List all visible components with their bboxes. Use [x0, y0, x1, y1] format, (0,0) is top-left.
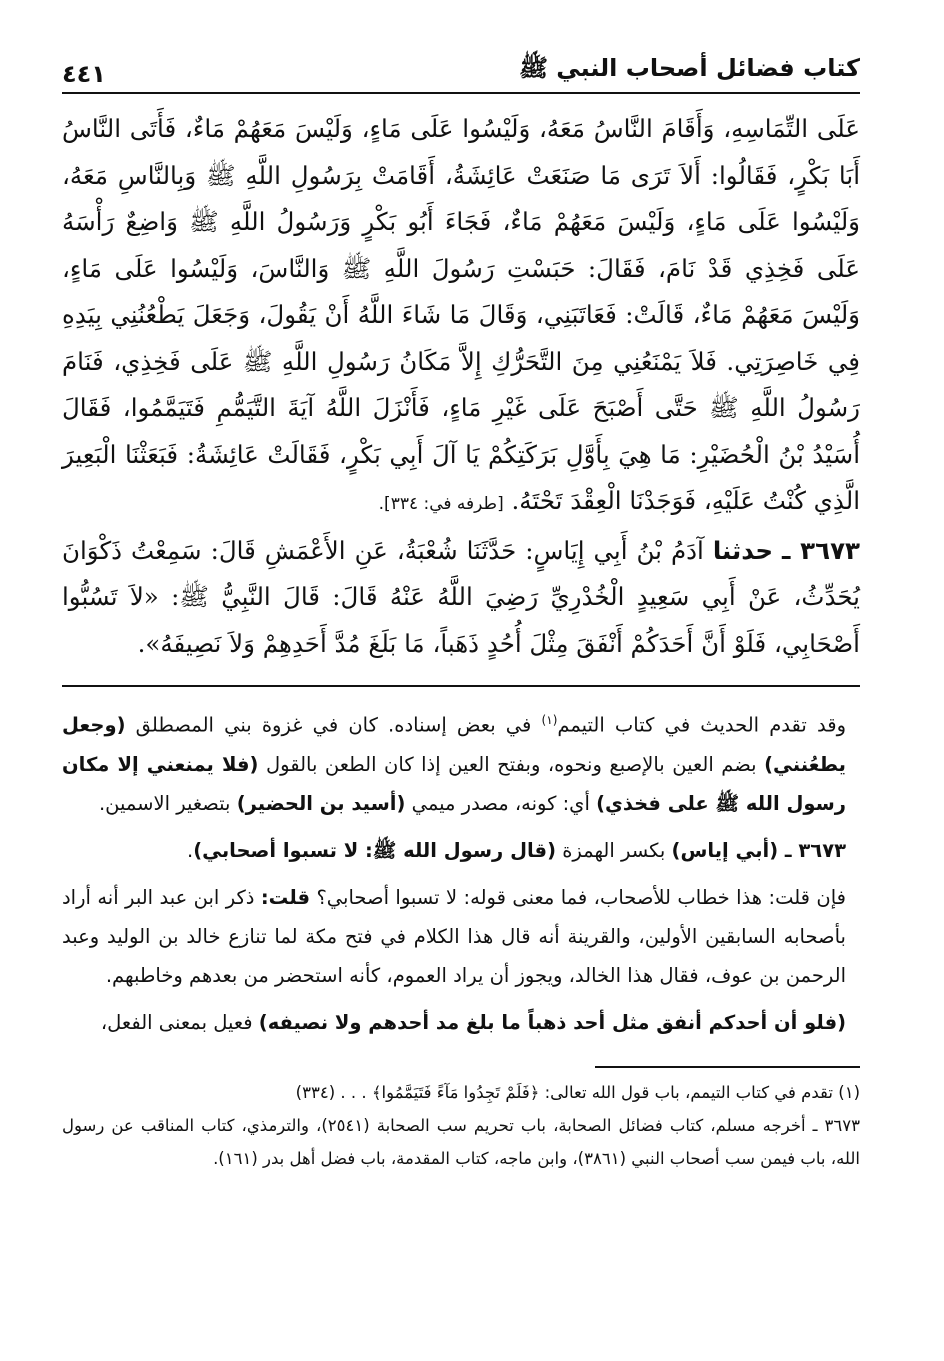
- commentary-text: بكسر الهمزة: [556, 838, 672, 862]
- commentary-text: أي: كونه، مصدر ميمي: [405, 791, 597, 815]
- commentary-text: .: [187, 838, 194, 862]
- commentary-paragraph-2: [62, 831, 860, 870]
- footnote-ref-1: (١): [541, 713, 558, 727]
- footnote-2: ٣٦٧٣ ـ أخرجه مسلم، كتاب فضائل الصحابة، باب تحريم سب الصحابة (٢٥٤١)، والترمذي، كتاب المناقب عن رسول الله، باب فيمن سب أصحاب النبي (٣٨٦١)، وابن ماجه، كتاب المقدمة، باب فضل أهل بدر (١٦١).: [62, 1115, 860, 1168]
- commentary-lemma: (قال رسول الله ﷺ: لا تسبوا أصحابي): [193, 838, 556, 862]
- commentary-lemma: (أسيد بن الحضير): [236, 791, 406, 815]
- commentary-lemma: (فلا يمنعني إلا مكان رسول الله ﷺ على فخذي): [62, 752, 846, 815]
- commentary: [62, 701, 860, 1042]
- commentary-text: في بعض إسناده. كان في غزوة بني المصطلق: [125, 713, 542, 737]
- commentary-text: وقد تقدم الحديث في كتاب التيمم: [557, 713, 846, 737]
- footnote-text: (١) تقدم في كتاب التيمم، باب قول الله تعالى:: [539, 1082, 860, 1102]
- commentary-text: فعيل بمعنى الفعل،: [100, 1010, 259, 1034]
- commentary-text: بضم العين بالإصبع ونحوه، وبفتح العين إذا كان الطعن بالقول: [258, 752, 765, 776]
- commentary-lemma: (فلو أن أحدكم أنفق مثل أحد ذهباً ما بلغ مد أحدهم ولا نصيفه): [258, 1010, 846, 1034]
- quran-citation: ﴿فَلَمْ تَجِدُوا مَآءً فَتَيَمَّمُوا﴾: [371, 1082, 540, 1102]
- hadith-paragraph-continued: [62, 106, 860, 528]
- page-number: ٤٤١: [62, 60, 106, 88]
- footnote-divider: [595, 1066, 860, 1068]
- footnote-text: . . . (٣٣٤): [295, 1082, 372, 1102]
- commentary-paragraph-3: [62, 878, 860, 995]
- matn-sharh-divider: [62, 685, 860, 687]
- commentary-lemma: (أبي إياس): [671, 838, 779, 862]
- haddathana-word: حدثنا: [712, 535, 774, 565]
- commentary-qultu: قلت:: [260, 885, 311, 909]
- footnote-1: [62, 1076, 860, 1109]
- commentary-paragraph-1: [62, 701, 860, 823]
- page-header: [62, 48, 860, 94]
- hadith-number: ٣٦٧٣ ـ: [782, 535, 860, 565]
- commentary-lemma: (وجعل يطعُنني): [62, 713, 846, 776]
- commentary-hadith-number: ٣٦٧٣ ـ: [778, 838, 846, 862]
- hadith-3672-continuation: عَلَى التِّمَاسِهِ، وَأَقَامَ النَّاسُ مَعَهُ، وَلَيْسُوا عَلَى مَاءٍ، وَلَيْسَ مَعَهُمْ مَاءٌ، فَأَتَى النَّاسُ أَبَا بَكْرٍ، فَقَالُوا: أَلاَ تَرَى مَا صَنَعَتْ عَائِشَةُ، أَقَامَتْ بِرَسُولِ اللَّهِ ﷺ وَبِالنَّاسِ مَعَهُ، وَلَيْسُوا عَلَى مَاءٍ، وَلَيْسَ مَعَهُمْ مَاءٌ، فَجَاءَ أَبُو بَكْرٍ وَرَسُولُ اللَّهِ ﷺ وَاضِعٌ رَأْسَهُ عَلَى فَخِذِي قَدْ نَامَ، فَقَالَ: حَبَسْتِ رَسُولَ اللَّهِ ﷺ وَالنَّاسَ، وَلَيْسُوا عَلَى مَاءٍ، وَلَيْسَ مَعَهُمْ مَاءٌ، قَالَتْ: فَعَاتَبَنِي، وَقَالَ مَا شَاءَ اللَّهُ أَنْ يَقُولَ، وَجَعَلَ يَطْعُنُنِي بِيَدِهِ فِي خَاصِرَتِي. فَلاَ يَمْنَعُنِي مِنَ التَّحَرُّكِ إِلاَّ مَكَانُ رَسُولِ اللَّهِ ﷺ عَلَى فَخِذِي، فَنَامَ رَسُولُ اللَّهِ ﷺ حَتَّى أَصْبَحَ عَلَى غَيْرِ مَاءٍ، فَأَنْزَلَ اللَّهُ آيَةَ التَّيَمُّمِ فَتَيَمَّمُوا، فَقَالَ أُسَيْدُ بْنُ الْحُضَيْرِ: مَا هِيَ بِأَوَّلِ بَرَكَتِكُمْ يَا آلَ أَبِي بَكْرٍ، فَقَالَتْ عَائِشَةُ: فَبَعَثْنَا الْبَعِيرَ الَّذِي كُنْتُ عَلَيْهِ، فَوَجَدْنَا الْعِقْدَ تَحْتَهُ.: [62, 114, 860, 515]
- tarf-reference: [طرفه في: ٣٣٤].: [378, 494, 504, 514]
- running-title: كتاب فضائل أصحاب النبي ﷺ: [518, 54, 860, 82]
- hadith-3673-text: آدَمُ بْنُ أَبِي إِيَاسٍ: حَدَّثَنَا شُعْبَةُ، عَنِ الأَعْمَشِ قَالَ: سَمِعْتُ ذَكْوَانَ يُحَدِّثُ، عَنْ أَبِي سَعِيدٍ الْخُدْرِيِّ رَضِيَ اللَّهُ عَنْهُ قَالَ: قَالَ النَّبِيُّ ﷺ: «لاَ تَسُبُّوا أَصْحَابِي، فَلَوْ أَنَّ أَحَدَكُمْ أَنْفَقَ مِثْلَ أُحُدٍ ذَهَباً، مَا بَلَغَ مُدَّ أَحَدِهِمْ وَلاَ نَصِيفَهُ».: [62, 535, 860, 658]
- hadith-paragraph-3673: [62, 528, 860, 668]
- commentary-paragraph-4: [62, 1003, 860, 1042]
- commentary-text: ذكر ابن عبد البر أنه أراد بأصحابه السابقين الأولين، والقرينة أنه قال هذا الكلام في فتح مكة لما تنازع خالد بن الوليد وعبد الرحمن بن عوف، فقال هذا الخالد، ويجوز أن يراد العموم، كأنه استحضر من بعدهم وخاطبهم.: [62, 885, 846, 987]
- commentary-text: فإن قلت: هذا خطاب للأصحاب، فما معنى قوله: لا تسبوا أصحابي؟: [310, 885, 846, 909]
- footnotes: [62, 1076, 860, 1175]
- commentary-text: بتصغير الاسمين.: [98, 791, 237, 815]
- hadith-text: [62, 106, 860, 667]
